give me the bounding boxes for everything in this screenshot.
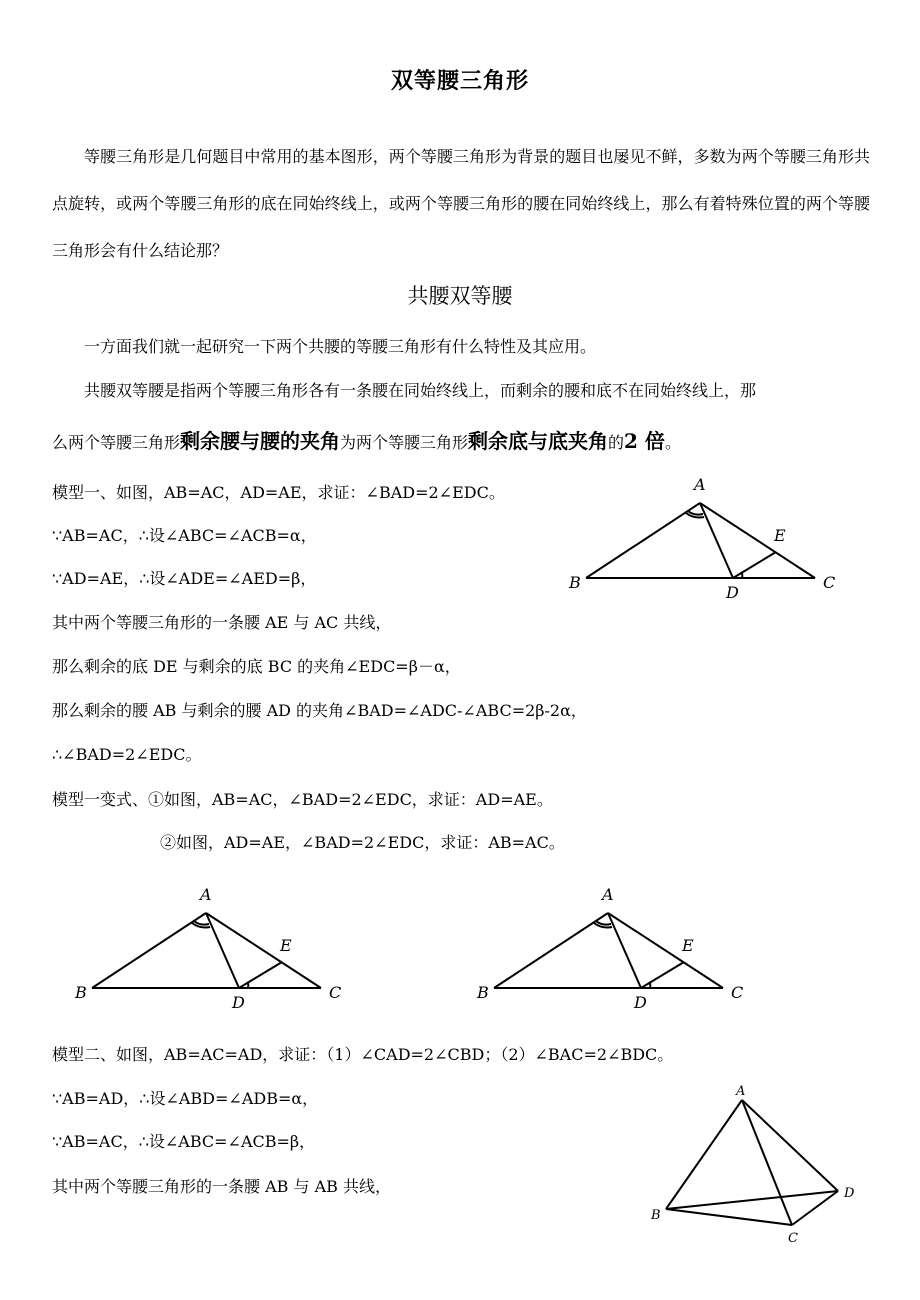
section-title: 共腰双等腰 <box>407 284 513 308</box>
angle-mark-a <box>596 921 611 925</box>
model1-line-3: 其中两个等腰三角形的一条腰 AE 与 AC 共线， <box>52 613 392 632</box>
model1-line-6: ∴∠BAD=2∠EDC。 <box>52 745 202 764</box>
segment-ab <box>494 913 608 988</box>
segment-de <box>641 962 684 988</box>
model2-line-3: 其中两个等腰三角形的一条腰 AB 与 AB 共线， <box>52 1177 391 1196</box>
label-c: C <box>731 983 744 1002</box>
angle-mark-a <box>194 921 209 925</box>
p2-text-a: 么两个等腰三角形 <box>52 433 181 452</box>
p2-emphasis-2: 剩余底与底夹角 <box>468 429 609 453</box>
angle-mark-a <box>688 511 703 515</box>
variant-line-1: 模型一变式、①如图，AB=AC，∠BAD=2∠EDC，求证：AD=AE。 <box>52 790 553 809</box>
label-c: C <box>823 573 836 592</box>
figure-variant-2 <box>468 878 758 1018</box>
model1-line-5: 那么剩余的腰 AB 与剩余的腰 AD 的夹角∠BAD=∠ADC-∠ABC=2β-2α， <box>52 701 587 720</box>
label-a: A <box>694 475 706 494</box>
page-title: 双等腰三角形 <box>390 68 529 94</box>
label-b: B <box>477 983 489 1002</box>
label-d: D <box>844 1186 855 1201</box>
model1-line-4: 那么剩余的底 DE 与剩余的底 BC 的夹角∠EDC=β－α， <box>52 657 461 676</box>
figure-model2 <box>640 1075 870 1250</box>
segment-de <box>239 962 282 988</box>
paragraph-2-line-1: 共腰双等腰是指两个等腰三角形各有一条腰在同始终线上，而剩余的腰和底不在同始终线上，那 <box>84 381 757 400</box>
label-b: B <box>651 1208 661 1223</box>
intro-paragraph: 等腰三角形是几何题目中常用的基本图形，两个等腰三角形为背景的题目也屡见不鲜，多数为两个等腰三角形共点旋转，或两个等腰三角形的底在同始终线上，或两个等腰三角形的腰在同始终线上，那么有着特殊位置的两个等腰三角形会有什么结论那？ <box>52 147 870 260</box>
model2-line-1: ∵AB=AD，∴设∠ABD=∠ADB=α， <box>52 1089 319 1108</box>
segment-ab <box>666 1100 742 1209</box>
variant-line-2: ②如图，AD=AE，∠BAD=2∠EDC，求证：AB=AC。 <box>160 833 565 852</box>
p2-emphasis-1: 剩余腰与腰的夹角 <box>180 429 341 453</box>
paragraph-1: 一方面我们就一起研究一下两个共腰的等腰三角形有什么特性及其应用。 <box>84 337 597 356</box>
model1-line-2: ∵AD=AE，∴设∠ADE=∠AED=β， <box>52 569 317 588</box>
label-d: D <box>232 993 245 1012</box>
segment-cd <box>792 1191 838 1225</box>
label-d: D <box>726 583 739 602</box>
segment-bc <box>666 1209 792 1225</box>
label-d: D <box>634 993 647 1012</box>
p2-text-c: 为两个等腰三角形 <box>340 433 469 452</box>
label-a: A <box>200 885 212 904</box>
label-b: B <box>569 573 581 592</box>
segment-ab <box>92 913 206 988</box>
figure-model1 <box>560 468 850 608</box>
model2-line-2: ∵AB=AC，∴设∠ABC=∠ACB=β， <box>52 1132 316 1151</box>
label-a: A <box>736 1084 746 1099</box>
angle-mark-d <box>649 982 650 988</box>
label-a: A <box>602 885 614 904</box>
p2-emphasis-3: 2 倍 <box>624 429 665 453</box>
label-e: E <box>774 526 786 545</box>
segment-ad <box>742 1100 838 1191</box>
label-b: B <box>75 983 87 1002</box>
model2-heading: 模型二、如图，AB=AC=AD，求证：（1）∠CAD=2∠CBD；（2）∠BAC=2∠BDC。 <box>52 1045 674 1064</box>
angle-mark-d <box>741 572 742 578</box>
segment-de <box>733 552 776 578</box>
p2-text-e: 的 <box>608 433 625 452</box>
p2-text-g: 。 <box>664 433 681 452</box>
model1-heading: 模型一、如图，AB=AC，AD=AE，求证：∠BAD=2∠EDC。 <box>52 483 505 502</box>
segment-bd <box>666 1191 838 1209</box>
label-c: C <box>329 983 342 1002</box>
segment-ab <box>586 503 700 578</box>
label-e: E <box>682 936 694 955</box>
label-e: E <box>280 936 292 955</box>
paragraph-2-line-2 <box>52 425 681 454</box>
model1-line-1: ∵AB=AC，∴设∠ABC=∠ACB=α， <box>52 526 317 545</box>
figure-variant-1 <box>66 878 356 1018</box>
segment-ac <box>742 1100 792 1225</box>
label-c: C <box>788 1231 798 1246</box>
angle-mark-d <box>247 982 248 988</box>
